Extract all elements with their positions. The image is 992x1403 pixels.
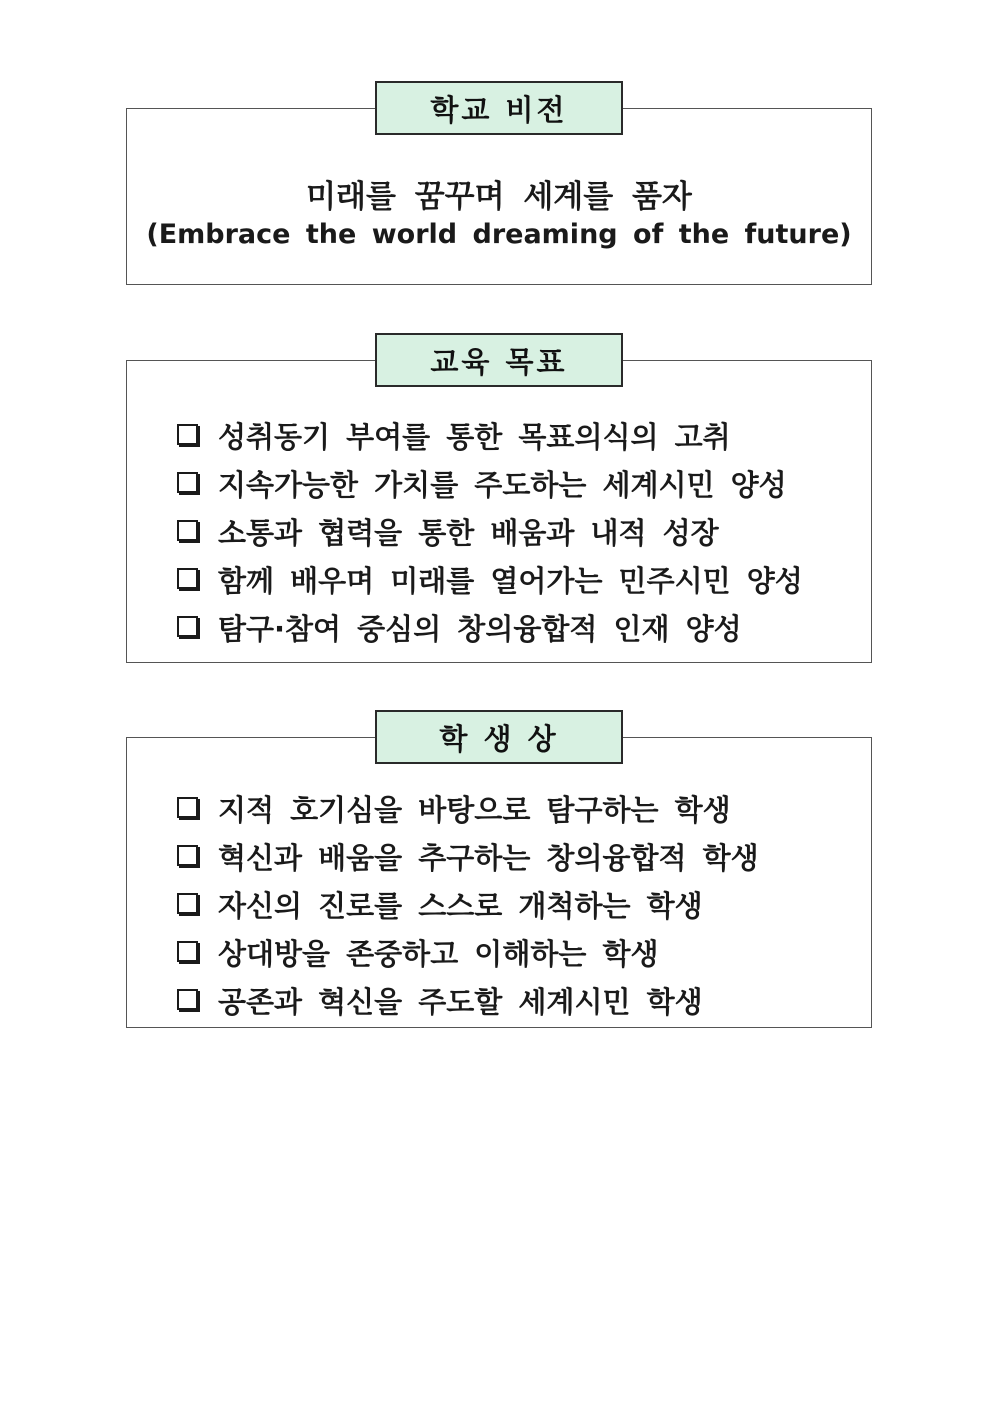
list-item	[177, 976, 861, 1024]
list-item-text: 탐구·참여 중심의 창의융합적 인재 양성	[218, 611, 742, 646]
list-item	[177, 928, 861, 976]
list-item-text: 지속가능한 가치를 주도하는 세계시민 양성	[218, 467, 787, 502]
list-item	[177, 411, 861, 459]
list-item-text: 상대방을 존중하고 이해하는 학생	[218, 936, 659, 971]
education-goals-section	[126, 344, 872, 663]
list-item	[177, 784, 861, 832]
list-item-text: 성취동기 부여를 통한 목표의식의 고취	[218, 419, 731, 454]
checkbox-outline-icon	[177, 941, 198, 962]
student-profile-list	[177, 784, 861, 1024]
education-goals-heading: 교육 목표	[375, 333, 623, 387]
checkbox-outline-icon	[177, 893, 198, 914]
education-goals-list	[177, 411, 861, 651]
list-item-text: 지적 호기심을 바탕으로 탐구하는 학생	[218, 792, 731, 827]
checkbox-outline-icon	[177, 616, 198, 637]
checkbox-outline-icon	[177, 520, 198, 541]
list-item	[177, 507, 861, 555]
list-item-text: 자신의 진로를 스스로 개척하는 학생	[218, 888, 703, 923]
list-item	[177, 459, 861, 507]
school-vision-section	[126, 92, 872, 285]
vision-motto-english: (Embrace the world dreaming of the future)	[146, 219, 852, 250]
checkbox-outline-icon	[177, 424, 198, 445]
school-vision-heading: 학교 비전	[375, 81, 623, 135]
checkbox-outline-icon	[177, 845, 198, 866]
checkbox-outline-icon	[177, 989, 198, 1010]
list-item	[177, 880, 861, 928]
vision-motto-korean: 미래를 꿈꾸며 세계를 품자	[306, 179, 692, 215]
list-item-text: 함께 배우며 미래를 열어가는 민주시민 양성	[218, 563, 803, 598]
student-profile-heading: 학 생 상	[375, 710, 623, 764]
checkbox-outline-icon	[177, 797, 198, 818]
checkbox-outline-icon	[177, 568, 198, 589]
list-item-text: 공존과 혁신을 주도할 세계시민 학생	[218, 984, 703, 1019]
list-item	[177, 832, 861, 880]
list-item-text: 소통과 협력을 통한 배움과 내적 성장	[218, 515, 719, 550]
checkbox-outline-icon	[177, 472, 198, 493]
student-profile-section	[126, 721, 872, 1028]
list-item	[177, 555, 861, 603]
list-item-text: 혁신과 배움을 추구하는 창의융합적 학생	[218, 840, 759, 875]
list-item	[177, 603, 861, 651]
